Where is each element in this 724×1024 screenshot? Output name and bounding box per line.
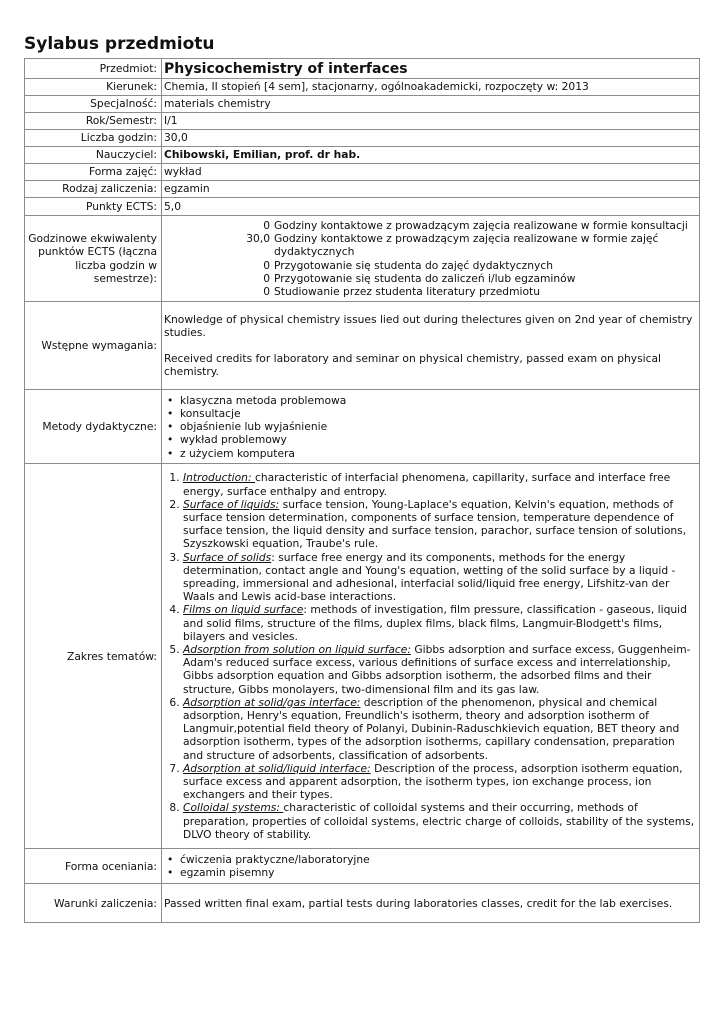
ects-hours [162,216,700,302]
ects-hours-value: 0 [263,219,270,232]
topic-item [183,498,697,551]
row-forma-oceniania [25,849,700,884]
label-forma-zajec: Forma zajęć: [25,164,162,181]
topic-text: Gibbs adsorption and surface excess, Guggenheim-Adam's reduced surface excess, various definitions of surface excess and interrelationship, Gibbs adsorption equation and Gibbs adsorption isotherm, the adsorbed films and their structure, Gibbs monolayers, two-dimensional film and its gas law. [183,643,691,696]
topic-text: description of the phenomenon, physical and chemical adsorption, Henry's equation, Freundlich's isotherm, theory and adsorption isotherm of Langmuir,potential field theory of Polanyi, Dubinin-Raduschkievich equation, BET theory and adsorption isotherm, types of the adsorption isotherms, capillary condensation, preparation and structure of adsorbents, classification of adsorbents. [183,695,680,762]
ects-hours-text: Przygotowanie się studenta do zajęć dydaktycznych [274,258,554,272]
prerequisite-paragraph: Received credits for laboratory and seminar on physical chemistry, passed exam on physical chemistry. [164,352,662,379]
ects-hours-value: 0 [263,271,270,285]
list-item: • objaśnienie lub wyjaśnienie [180,420,697,433]
list-item: • egzamin pisemny [180,866,697,879]
label-przedmiot: Przedmiot: [25,59,162,79]
course-title: Physicochemistry of interfaces [162,59,700,79]
syllabus-table [24,58,700,923]
value-zakres [162,464,700,849]
value-forma-oceniania [162,849,700,884]
topic-title: Adsorption from solution on liquid surface: [183,643,411,657]
value-wstepne [162,302,700,390]
value-rodzaj-zaliczenia: egzamin [162,181,700,198]
row-specjalnosc [25,96,700,113]
topic-text: Description of the process, adsorption isotherm equation, surface excess and apparent adsorption, the isotherm types, ion exchange process, ion exchangers and their types. [183,761,683,802]
value-forma-zajec: wykład [162,164,700,181]
row-kierunek [25,79,700,96]
ects-item [164,219,697,232]
topic-title: Colloidal systems: [183,801,284,815]
row-metody [25,390,700,464]
row-ects-hours [25,216,700,302]
label-rok-semestr: Rok/Semestr: [25,113,162,130]
row-rok-semestr [25,113,700,130]
label-forma-oceniania: Forma oceniania: [25,849,162,884]
topic-title: Films on liquid surface [183,603,304,617]
topic-text: : methods of investigation, film pressure, classification - gaseous, liquid and solid films, structure of the films, duplex films, black films, Langmuir-Blodgett's films, bilayers and vesicles. [183,603,687,643]
value-punkty-ects: 5,0 [162,198,700,216]
row-zakres [25,464,700,849]
topic-text: surface tension, Young-Laplace's equation, Kelvin's equation, methods of surface tension determination, components of surface tension, temperature dependence of surface tension, the liquid density and surface tension, parachor, surface tension of solutions, Szyszkowski equation, Traube's rule. [183,497,687,551]
row-liczba-godzin [25,130,700,147]
row-forma-zajec [25,164,700,181]
list-item: • z użyciem komputera [180,447,697,460]
ects-hours-text: Przygotowanie się studenta do zaliczeń i/lub egzaminów [274,271,576,285]
topic-title: Surface of liquids: [183,497,280,511]
topic-text: : surface free energy and its components, methods for the energy determination, contact angle and Young's equation, wetting of the solid surface by a liquid - spreading, immersional and adhesional, interfacial solid/liquid free energy, Lifshitz-van der Waals and Lewis acid-base interactions. [183,550,676,604]
label-nauczyciel: Nauczyciel: [25,147,162,164]
label-ects-hours: Godzinowe ekwiwalenty punktów ECTS (łączna liczba godzin w semestrze): [25,216,162,302]
topic-text: characteristic of colloidal systems and their occurring, methods of preparation, properties of colloidal systems, electric charge of colloids, stability of the systems, DLVO theory of stability. [183,801,695,841]
label-warunki: Warunki zaliczenia: [25,884,162,923]
topics-list [164,471,697,841]
row-punkty-ects [25,198,700,216]
list-item: • klasyczna metoda problemowa [180,394,697,407]
label-rodzaj-zaliczenia: Rodzaj zaliczenia: [25,181,162,198]
ects-item [164,285,697,298]
label-zakres: Zakres tematów: [25,464,162,849]
topic-title: Surface of solids [183,550,272,564]
ects-hours-value: 0 [263,258,270,272]
topic-title: Adsorption at solid/liquid interface: [183,761,371,775]
topic-item [183,762,697,802]
topic-item [183,471,697,497]
ects-list [164,219,697,298]
ects-hours-value: 0 [263,285,270,299]
topic-text: characteristic of interfacial phenomena, capillarity, surface and interface free energy, surface enthalpy and entropy. [183,471,671,498]
list-item: • ćwiczenia praktyczne/laboratoryjne [180,853,697,866]
value-nauczyciel: Chibowski, Emilian, prof. dr hab. [162,147,700,164]
value-metody [162,390,700,464]
assessment-list [164,853,697,879]
topic-title: Adsorption at solid/gas interface: [183,695,361,709]
label-specjalnosc: Specjalność: [25,96,162,113]
ects-hours-text: Godziny kontaktowe z prowadzącym zajęcia realizowane w formie zajęć dydaktycznych [274,232,659,259]
label-punkty-ects: Punkty ECTS: [25,198,162,216]
value-kierunek: Chemia, II stopień [4 sem], stacjonarny, ogólnoakademicki, rozpoczęty w: 2013 [162,79,700,96]
ects-hours-text: Godziny kontaktowe z prowadzącym zajęcia realizowane w formie konsultacji [274,219,688,232]
topic-item [183,696,697,762]
list-item: • konsultacje [180,407,697,420]
row-nauczyciel [25,147,700,164]
value-specjalnosc: materials chemistry [162,96,700,113]
value-liczba-godzin: 30,0 [162,130,700,147]
ects-item [164,272,697,285]
label-wstepne: Wstępne wymagania: [25,302,162,390]
list-item: • wykład problemowy [180,433,697,446]
label-kierunek: Kierunek: [25,79,162,96]
ects-item [164,259,697,272]
label-liczba-godzin: Liczba godzin: [25,130,162,147]
topic-item [183,801,697,841]
value-warunki: Passed written final exam, partial tests during laboratories classes, credit for the lab exercises. [162,884,700,923]
ects-hours-value: 30,0 [246,232,270,246]
ects-item [164,232,697,258]
ects-hours-text: Studiowanie przez studenta literatury przedmiotu [274,285,540,299]
row-przedmiot [25,59,700,79]
methods-list [164,394,697,460]
value-rok-semestr: I/1 [162,113,700,130]
topic-item [183,643,697,696]
row-rodzaj-zaliczenia [25,181,700,198]
page-title: Sylabus przedmiotu [24,34,215,54]
topic-item [183,551,697,604]
row-wstepne [25,302,700,390]
label-metody: Metody dydaktyczne: [25,390,162,464]
topic-title: Introduction: [183,471,255,485]
prerequisite-paragraph: Knowledge of physical chemistry issues lied out during thelectures given on 2nd year of chemistry studies. [164,312,693,340]
row-warunki [25,884,700,923]
topic-item [183,603,697,643]
